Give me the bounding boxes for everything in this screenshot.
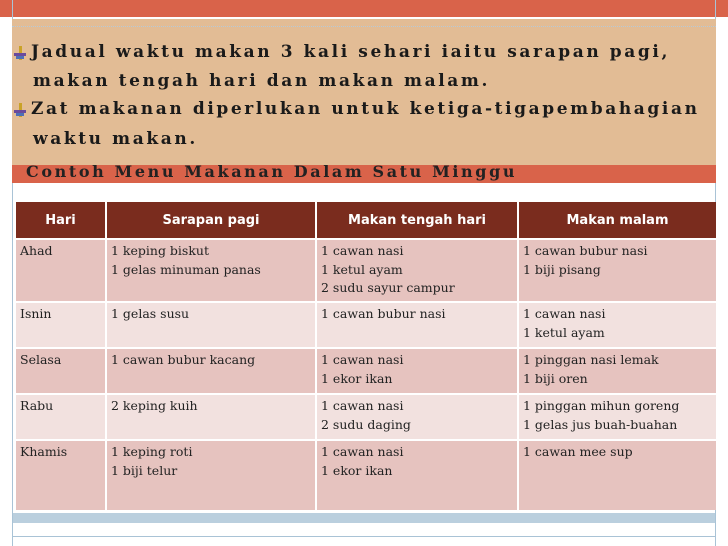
day-cell: Ahad [16, 239, 106, 302]
bullet-icon [14, 103, 26, 117]
malam-cell: 1 cawan nasi 1 ketul ayam [518, 302, 716, 348]
day-cell: Isnin [16, 302, 106, 348]
sarapan-cell: 1 cawan bubur kacang [106, 348, 316, 394]
table-row [16, 348, 716, 394]
day-cell: Selasa [16, 348, 106, 394]
menu-table-wrap [16, 202, 716, 510]
sarapan-cell: 1 keping biskut 1 gelas minuman panas [106, 239, 316, 302]
header-tengah-hari: Makan tengah hari [316, 202, 518, 239]
bottom-divider [12, 536, 716, 537]
header-malam: Makan malam [518, 202, 716, 239]
malam-cell: 1 pinggan mihun goreng 1 gelas jus buah-buahan [518, 394, 716, 440]
tengah-cell: 1 cawan nasi 2 sudu daging [316, 394, 518, 440]
bullet-1-line-2: makan tengah hari dan makan malam. [33, 71, 491, 91]
tengah-cell: 1 cawan nasi 1 ekor ikan [316, 348, 518, 394]
day-cell: Rabu [16, 394, 106, 440]
table-header-row [16, 202, 716, 239]
tengah-cell: 1 cawan bubur nasi [316, 302, 518, 348]
sarapan-cell: 1 gelas susu [106, 302, 316, 348]
tengah-cell: 1 cawan nasi 1 ekor ikan [316, 440, 518, 510]
sarapan-cell: 1 keping roti 1 biji telur [106, 440, 316, 510]
day-cell: Khamis [16, 440, 106, 510]
bullet-2-line-1: Zat makanan diperlukan untuk ketiga-tigapembahagian [14, 99, 700, 119]
tengah-cell: 1 cawan nasi 1 ketul ayam 2 sudu sayur campur [316, 239, 518, 302]
menu-subtitle: Contoh Menu Makanan Dalam Satu Minggu [26, 162, 518, 181]
bullet-icon [14, 46, 26, 60]
menu-table [16, 202, 716, 510]
bullet-2-line-2: waktu makan. [33, 129, 198, 149]
dotted-divider [12, 17, 716, 27]
sarapan-cell: 2 keping kuih [106, 394, 316, 440]
malam-cell: 1 cawan bubur nasi 1 biji pisang [518, 239, 716, 302]
table-row [16, 394, 716, 440]
malam-cell: 1 pinggan nasi lemak 1 biji oren [518, 348, 716, 394]
bottom-accent-strip [12, 513, 716, 523]
bullet-1-line-1: Jadual waktu makan 3 kali sehari iaitu sarapan pagi, [14, 42, 670, 62]
table-row [16, 440, 716, 510]
malam-cell: 1 cawan mee sup [518, 440, 716, 510]
header-hari: Hari [16, 202, 106, 239]
header-sarapan: Sarapan pagi [106, 202, 316, 239]
table-row [16, 302, 716, 348]
table-row [16, 239, 716, 302]
